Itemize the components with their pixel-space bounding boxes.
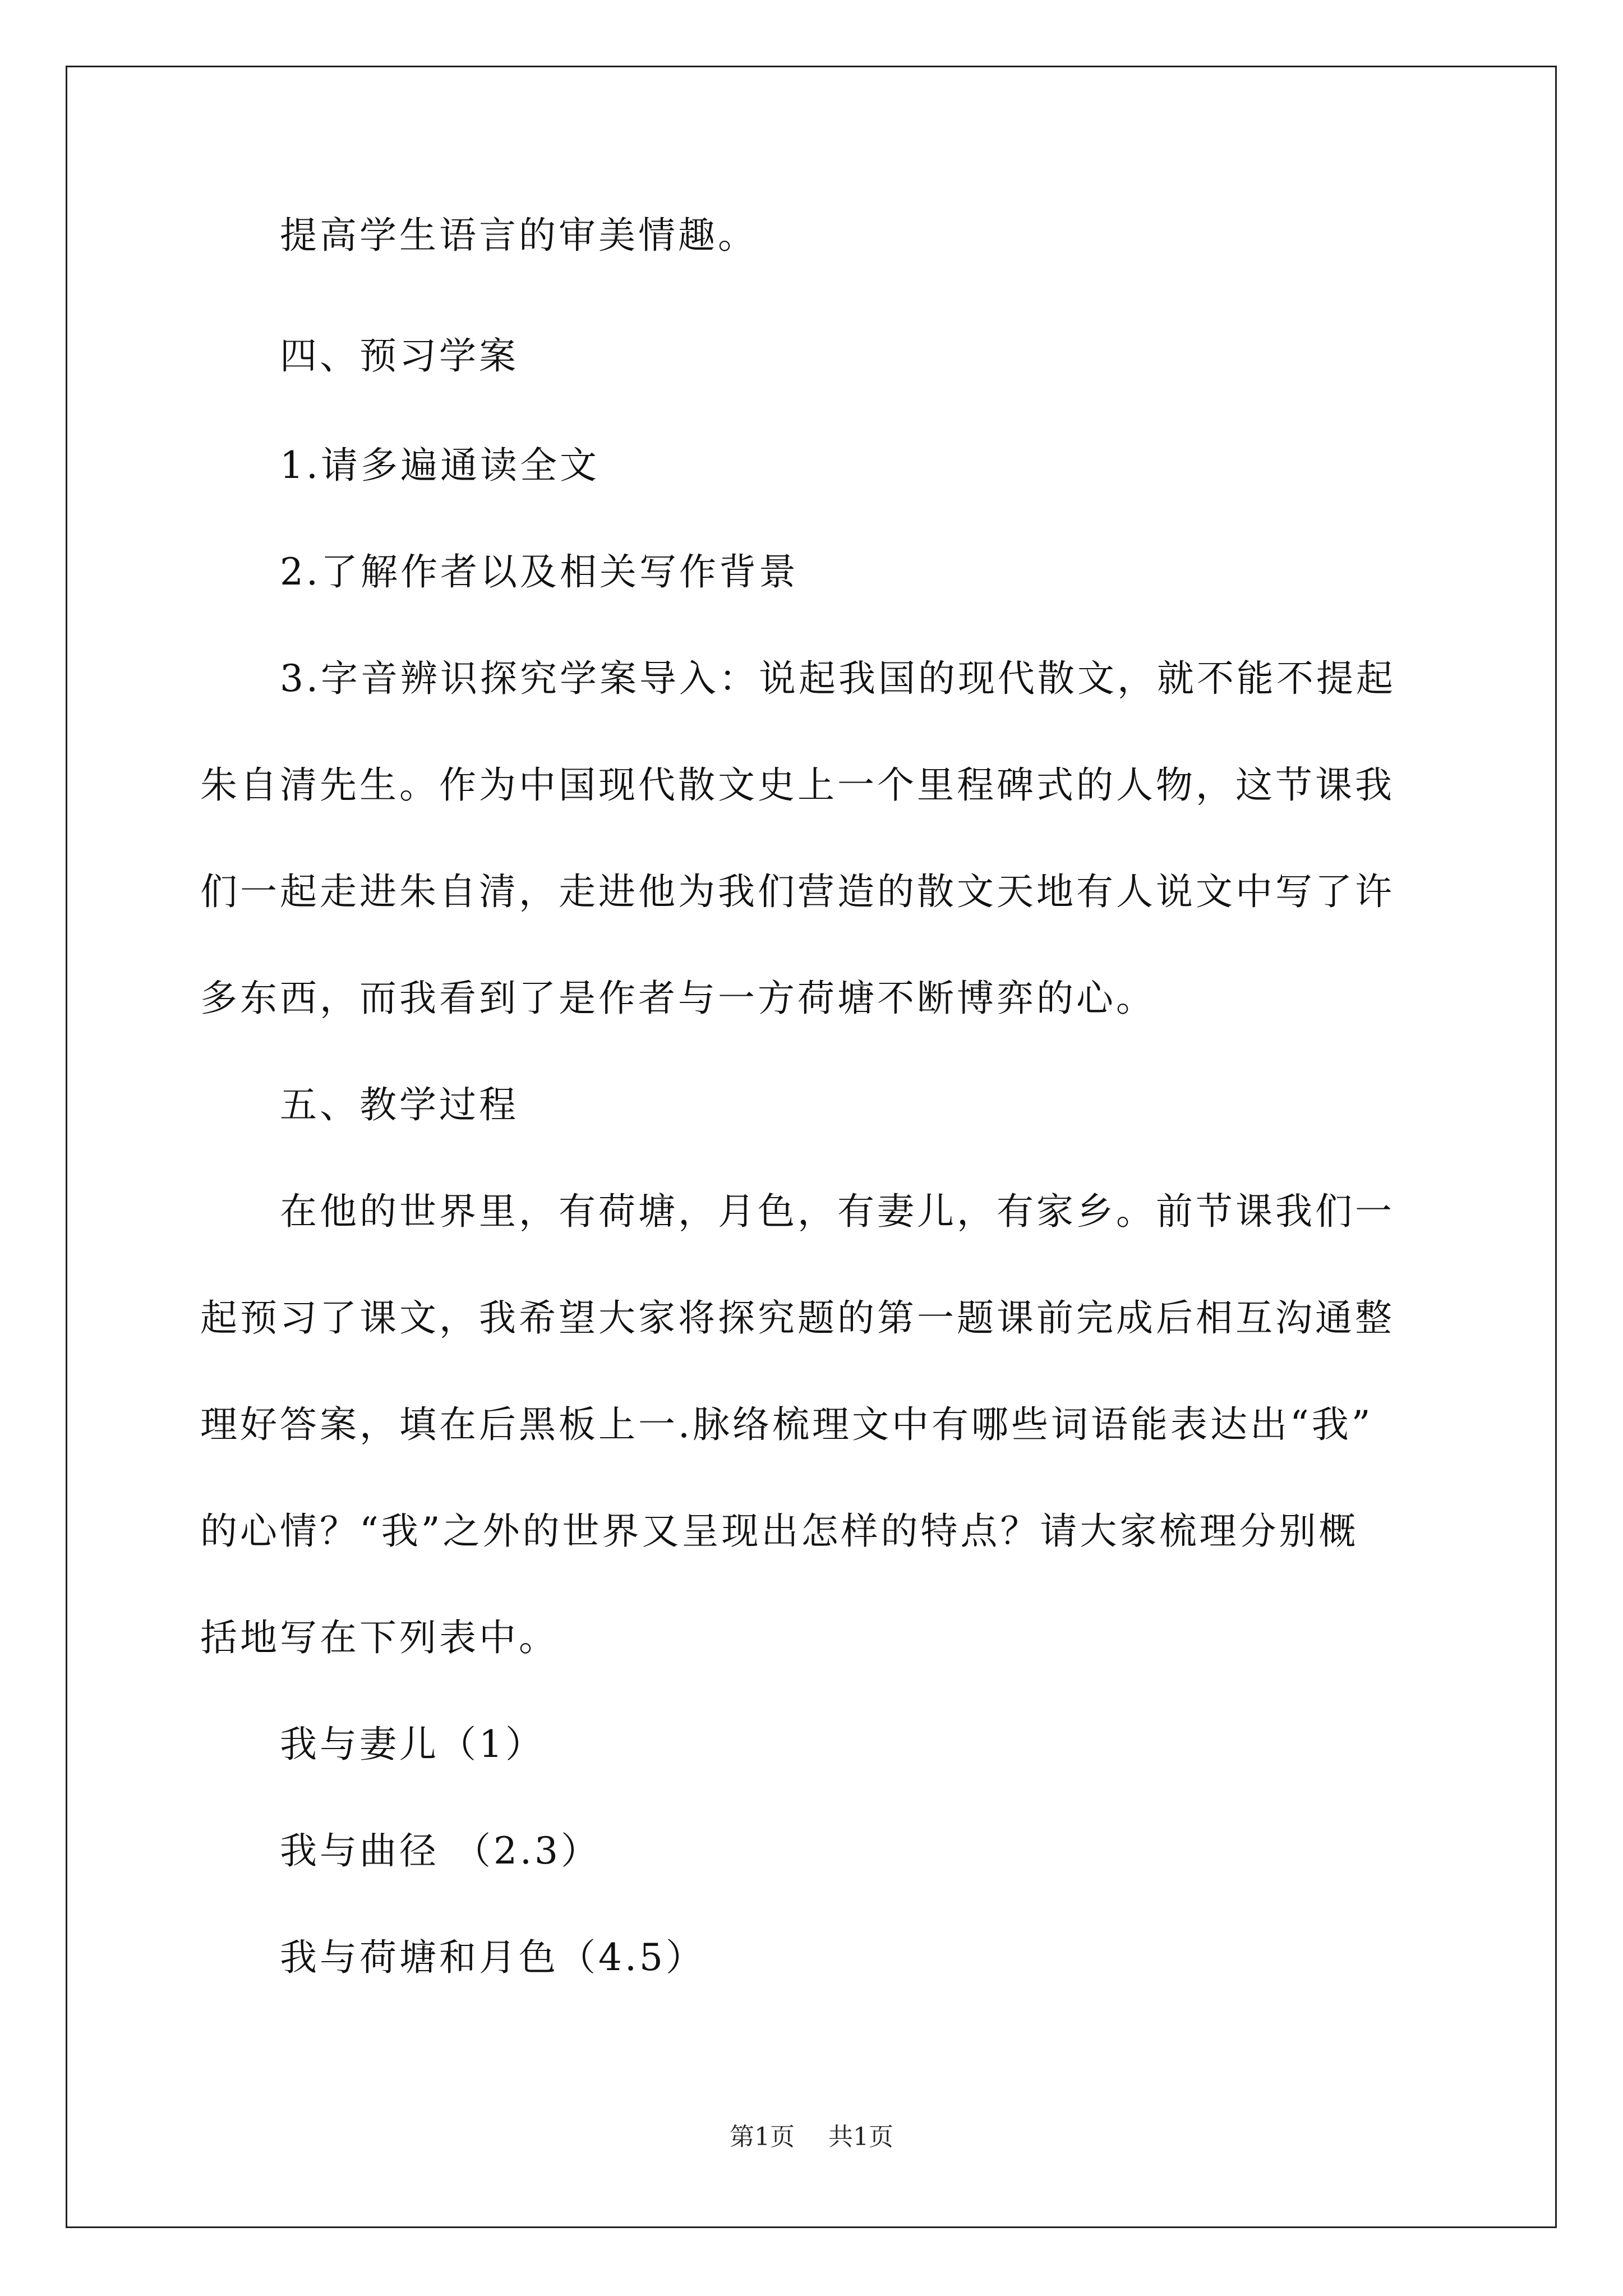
text-line: 3.字音辨识探究学案导入：说起我国的现代散文，就不能不提起 xyxy=(200,657,1396,700)
text-line: 括地写在下列表中。 xyxy=(200,1616,559,1659)
text-line: 多东西，而我看到了是作者与一方荷塘不断博弈的心。 xyxy=(200,977,1156,1020)
text-line: 在他的世界里，有荷塘，月色，有妻儿，有家乡。前节课我们一 xyxy=(200,1190,1395,1233)
list-item: 我与荷塘和月色（4.5） xyxy=(200,1936,706,1979)
text-line: 提高学生语言的审美情趣。 xyxy=(200,214,758,257)
page-number: 第1页 xyxy=(730,2123,795,2151)
text-line: 朱自清先生。作为中国现代散文史上一个里程碑式的人物，这节课我 xyxy=(200,763,1395,807)
text-line: 理好答案，填在后黑板上一.脉络梳理文中有哪些词语能表达出“我” xyxy=(200,1403,1373,1446)
text-line: 的心情？“我”之外的世界又呈现出怎样的特点？请大家梳理分别概 xyxy=(200,1510,1359,1553)
text-line: 1.请多遍通读全文 xyxy=(200,444,600,487)
list-item: 我与曲径 （2.3） xyxy=(200,1829,601,1872)
text-line: 2.了解作者以及相关写作背景 xyxy=(200,550,799,593)
section-heading-process: 五、教学过程 xyxy=(200,1083,519,1126)
text-line: 起预习了课文，我希望大家将探究题的第一题课前完成后相互沟通整 xyxy=(200,1296,1395,1340)
page-total: 共1页 xyxy=(828,2123,893,2151)
list-item: 我与妻儿（1） xyxy=(200,1723,545,1766)
page-border xyxy=(66,66,1557,2228)
text-line: 们一起走进朱自清，走进他为我们营造的散文天地有人说文中写了许 xyxy=(200,870,1395,913)
page-footer xyxy=(0,2122,1623,2153)
section-heading-preview: 四、预习学案 xyxy=(200,334,519,378)
